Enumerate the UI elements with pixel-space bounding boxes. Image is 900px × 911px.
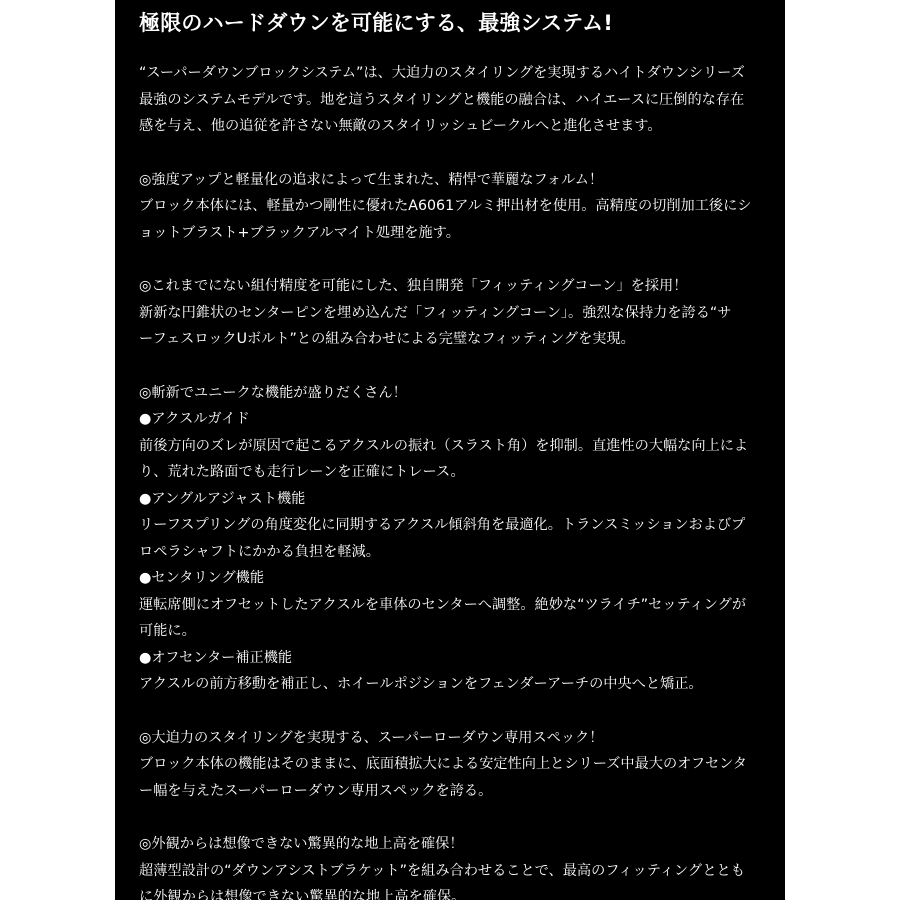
text-line: ブロック本体の機能はそのままに、底面積拡大による安定性向上とシリーズ中最大のオフセンタ: [139, 756, 747, 772]
text-line: ●センタリング機能: [139, 570, 265, 586]
paragraph: [139, 273, 775, 353]
text-line: 超薄型設計の“ダウンアシストブラケット”を組み合わせることで、最高のフィッティングととも: [139, 862, 745, 879]
text-line: アクスルの前方移動を補正し、ホイールポジションをフェンダーアーチの中央へと矯正。: [139, 676, 703, 692]
paragraph: [139, 167, 775, 247]
text-line: ーフェスロックUボルト”との組み合わせによる完璧なフィッティングを実現。: [139, 331, 635, 347]
text-line: ◎斬新でユニークな機能が盛りだくさん！: [139, 384, 407, 401]
paragraph: [139, 831, 775, 911]
text-line: ◎外観からは想像できない驚異的な地上高を確保！: [139, 836, 464, 852]
text-line: 可能に。: [139, 623, 196, 639]
text-line: “スーパーダウンブロックシステム”は、大迫力のスタイリングを実現するハイトダウンシリーズ: [139, 65, 745, 81]
text-line: り、荒れた路面でも走行レーンを正確にトレース。: [139, 464, 465, 480]
description-body: [139, 60, 775, 911]
text-line: ◎大迫力のスタイリングを実現する、スーパーローダウン専用スペック！: [139, 729, 604, 746]
text-line: 新新な円錐状のセンターピンを埋め込んだ「フィッティングコーン」。強烈な保持力を誇る“サ: [139, 304, 732, 321]
paragraph: [139, 60, 775, 140]
description-panel: [115, 0, 785, 905]
text-line: ブロック本体には、軽量かつ剛性に優れたA6061アルミ押出材を使用。高精度の切削加工後にシ: [139, 198, 752, 214]
text-line: ー幅を与えたスーパーローダウン専用スペックを誇る。: [139, 782, 493, 799]
paragraph: [139, 380, 775, 698]
text-line: ●オフセンター補正機能: [139, 649, 293, 666]
text-line: ◎強度アップと軽量化の追求によって生まれた、精悍で華麗なフォルム！: [139, 171, 604, 188]
text-line: ●アクスルガイド: [139, 411, 250, 427]
text-line: ◎これまでにない組付精度を可能にした、独自開発「フィッティングコーン」を採用！: [139, 278, 688, 294]
text-line: 感を与え、他の追従を許さない無敵のスタイリッシュビークルへと進化させます。: [139, 118, 662, 134]
text-line: ●アングルアジャスト機能: [139, 490, 306, 507]
text-line: リーフスプリングの角度変化に同期するアクスル傾斜角を最適化。トランスミッションおよびプ: [139, 517, 746, 533]
text-line: 運転席側にオフセットしたアクスルを車体のセンターへ調整。絶妙な“ツライチ”セッティングが: [139, 596, 747, 613]
text-line: ョットブラスト+ブラックアルマイト処理を施す。: [139, 224, 460, 241]
page-title: 極限のハードダウンを可能にする、最強システム!: [139, 11, 614, 35]
text-line: 最強のシステムモデルです。地を這うスタイリングと機能の融合は、ハイエースに圧倒的な存在: [139, 91, 745, 108]
text-line: に外観からは想像できない驚異的な地上高を確保。: [139, 889, 466, 905]
paragraph: [139, 725, 775, 805]
text-line: ロペラシャフトにかかる負担を軽減。: [139, 543, 380, 560]
text-line: 前後方向のズレが原因で起こるアクスルの振れ（スラスト角）を抑制。直進性の大幅な向上によ: [139, 437, 749, 454]
